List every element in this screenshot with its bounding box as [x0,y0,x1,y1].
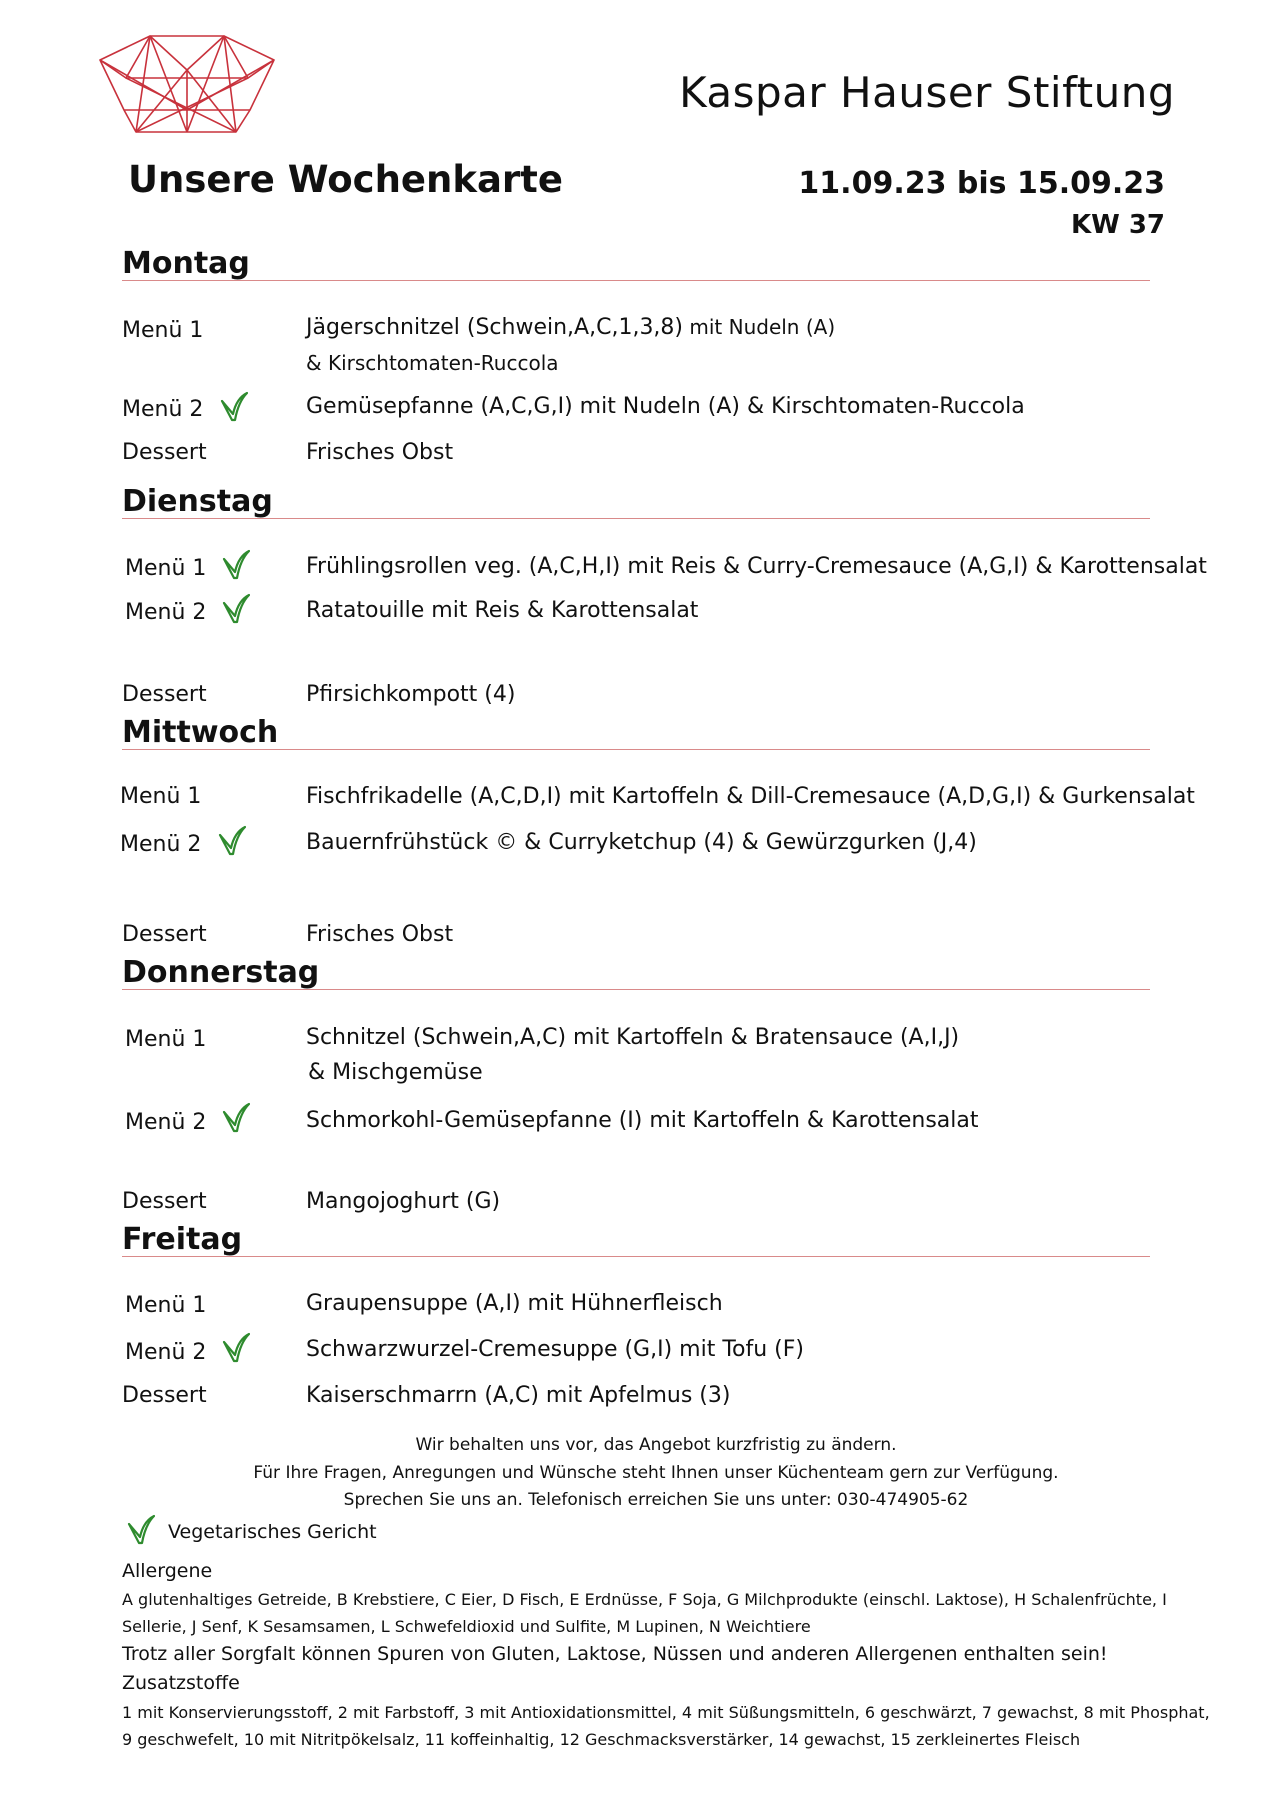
date-range: 11.09.23 bis 15.09.23 [798,166,1165,201]
leaf-v-icon [127,1514,155,1546]
divider [122,518,1150,519]
legend-vegetarian-label: Vegetarisches Gericht [168,1521,377,1543]
leaf-v-icon [218,825,246,857]
notice-line: Wir behalten uns vor, das Angebot kurzfristig zu ändern. [415,1435,897,1455]
divider [122,989,1150,990]
menu-label: Dessert [122,682,207,707]
additives-list-line: 1 mit Konservierungsstoff, 2 mit Farbstoff, 3 mit Antioxidationsmittel, 4 mit Süßungsmitteln, 6 geschwärzt, 7 gewachst, 8 mit Phosphat, [122,1703,1210,1722]
dish-text: Ratatouille mit Reis & Karottensalat [306,598,699,623]
crown-logo-icon [96,30,278,134]
leaf-v-icon [222,549,250,581]
dish-text: Pfirsichkompott (4) [306,682,516,707]
day-heading-montag: Montag [122,246,250,281]
additives-heading: Zusatzstoffe [122,1672,240,1694]
menu-label: Dessert [122,1189,207,1214]
allergens-warning: Trotz aller Sorgfalt können Spuren von Gluten, Laktose, Nüssen und anderen Allergenen enthalten sein! [122,1643,1108,1665]
dish-text: Jägerschnitzel (Schwein,A,C,1,3,8) mit Nudeln (A) [306,315,836,340]
notice-line: Sprechen Sie uns an. Telefonisch erreichen Sie uns unter: 030-474905-62 [343,1490,969,1510]
dish-text: Frisches Obst [306,440,454,465]
dish-text-line2: & Mischgemüse [308,1060,483,1085]
dish-text: Frühlingsrollen veg. (A,C,H,I) mit Reis & Curry-Cremesauce (A,G,I) & Karottensalat [306,554,1207,579]
dish-text: Bauernfrühstück © & Curryketchup (4) & Gewürzgurken (J,4) [306,830,977,855]
notice-line: Für Ihre Fragen, Anregungen und Wünsche steht Ihnen unser Küchenteam gern zur Verfügung. [253,1463,1059,1483]
menu-label: Menü 2 [125,600,207,625]
dish-text: Kaiserschmarrn (A,C) mit Apfelmus (3) [306,1383,731,1408]
dish-text: Schmorkohl-Gemüsepfanne (I) mit Kartoffeln & Karottensalat [306,1108,979,1133]
menu-label: Menü 2 [125,1110,207,1135]
menu-label: Dessert [122,440,207,465]
allergens-list-line: Sellerie, J Senf, K Sesamsamen, L Schwefeldioxid und Sulfite, M Lupinen, N Weichtiere [122,1617,811,1636]
menu-label: Menü 2 [125,1340,207,1365]
day-heading-donnerstag: Donnerstag [122,955,320,990]
allergens-heading: Allergene [122,1560,213,1582]
day-heading-dienstag: Dienstag [122,484,273,519]
dish-text: Fischfrikadelle (A,C,D,I) mit Kartoffeln & Dill-Cremesauce (A,D,G,I) & Gurkensalat [306,784,1195,809]
allergens-list-line: A glutenhaltiges Getreide, B Krebstiere, C Eier, D Fisch, E Erdnüsse, F Soja, G Milchprodukte (einschl. Laktose), H Schalenfrüchte, I [122,1590,1167,1609]
dish-text: Schnitzel (Schwein,A,C) mit Kartoffeln & Bratensauce (A,I,J) [306,1025,960,1050]
divider [122,749,1150,750]
menu-label: Dessert [122,922,207,947]
menu-label: Menü 1 [125,556,207,581]
dish-text: Frisches Obst [306,922,454,947]
menu-label: Menü 1 [125,1027,207,1052]
divider [122,1256,1150,1257]
menu-label: Menü 1 [120,784,202,809]
calendar-week: KW 37 [1070,210,1165,240]
divider [122,280,1150,281]
dish-text-line2: & Kirschtomaten-Ruccola [306,351,559,375]
menu-label: Menü 2 [122,397,204,422]
menu-label: Dessert [122,1383,207,1408]
menu-label: Menü 1 [125,1293,207,1318]
additives-list-line: 9 geschwefelt, 10 mit Nitritpökelsalz, 11 koffeinhaltig, 12 Geschmacksverstärker, 14 gewachst, 15 zerkleinertes Fleisch [122,1730,1081,1749]
dish-text: Schwarzwurzel-Cremesuppe (G,I) mit Tofu (F) [306,1337,804,1362]
day-heading-mittwoch: Mittwoch [122,715,279,750]
menu-label: Menü 2 [120,832,202,857]
dish-text: Mangojoghurt (G) [306,1189,501,1214]
day-heading-freitag: Freitag [122,1222,243,1257]
dish-text: Gemüsepfanne (A,C,G,I) mit Nudeln (A) & Kirschtomaten-Ruccola [306,394,1025,419]
leaf-v-icon [220,391,248,423]
leaf-v-icon [222,1102,250,1134]
leaf-v-icon [222,1332,250,1364]
dish-text: Graupensuppe (A,I) mit Hühnerfleisch [306,1291,723,1316]
menu-label: Menü 1 [122,318,204,343]
organization-name: Kaspar Hauser Stiftung [679,68,1175,117]
page-title: Unsere Wochenkarte [128,158,563,201]
leaf-v-icon [222,593,250,625]
